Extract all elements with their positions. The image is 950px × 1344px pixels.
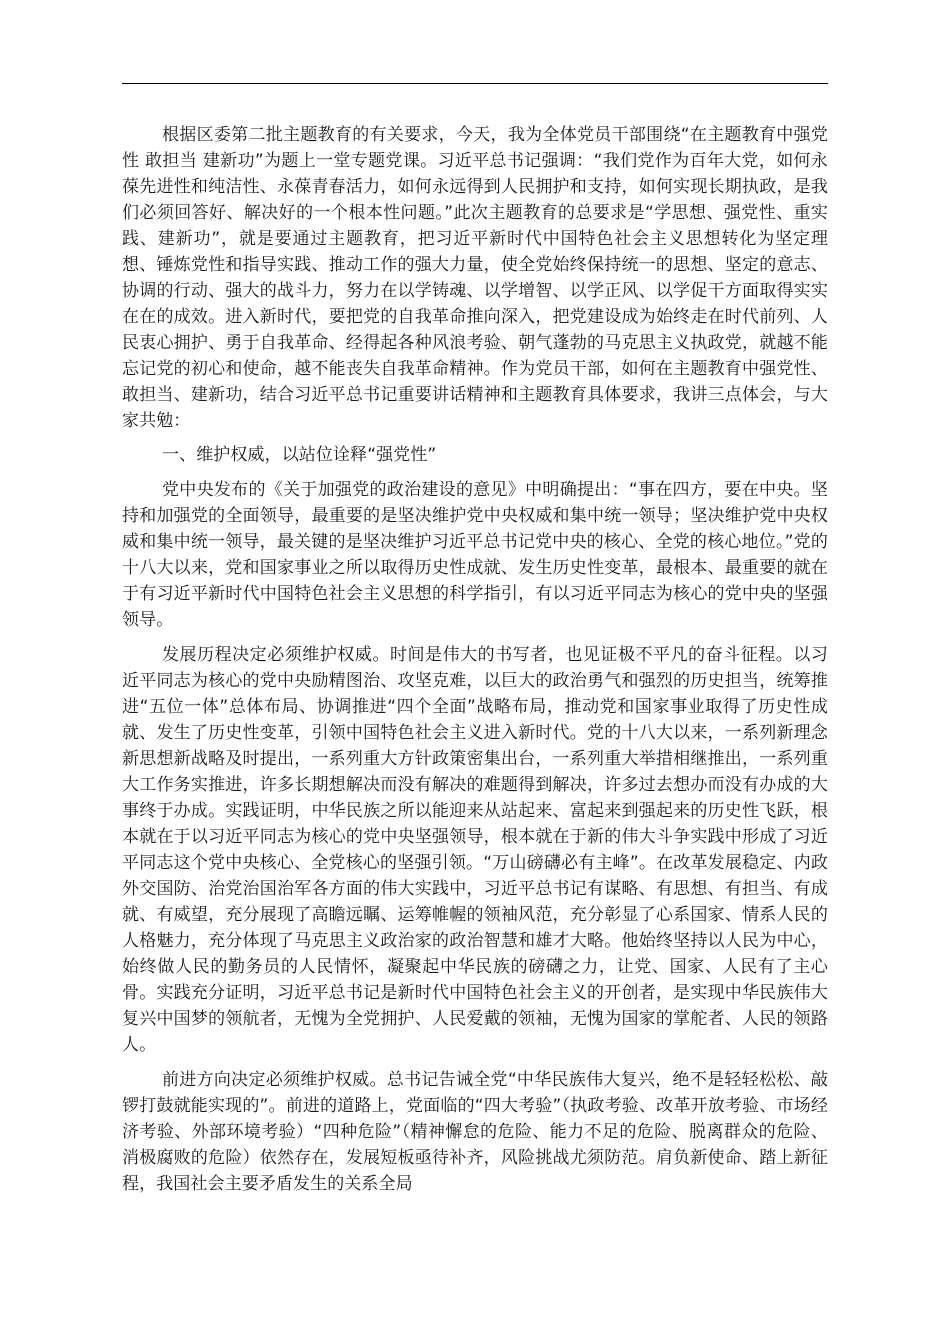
section-heading: 一、维护权威，以站位诠释“强党性” <box>162 445 437 465</box>
body-paragraph: 党中央发布的《关于加强党的政治建设的意见》中明确提出：“事在四方，要在中央。坚持和加强党的全面领导，最重要的是坚决维护党中央权威和集中统一领导；坚决维护党中央权威和集中统一领导，最关键的是坚决维护习近平总书记党中央的核心、全党的核心地位。”党的十八大以来，党和国家事业之所以取得历史性成就、发生历史性变革，最根本、最重要的就在于有习近平新时代中国特色社会主义思想的科学指引，有以习近平同志为核心的党中央的坚强领导。 <box>122 480 828 630</box>
intro-paragraph: 根据区委第二批主题教育的有关要求，今天，我为全体党员干部围绕“在主题教育中强党性 敢担当 建新功”为题上一堂专题党课。习近平总书记强调：“我们党作为百年大党，如何永葆先进性和纯洁性、永葆青春活力，如何永远得到人民拥护和支持，如何实现长期执政，是我们必须回答好、解决好的一个根本性问题。”此次主题教育的总要求是“学思想、强党性、重实践、建新功”，就是要通过主题教育，把习近平新时代中国特色社会主义思想转化为坚定理想、锤炼党性和指导实践、推动工作的强大力量，使全党始终保持统一的思想、坚定的意志、协调的行动、强大的战斗力，努力在以学铸魂、以学增智、以学正风、以学促干方面取得实实在在的成效。进入新时代，要把党的自我革命推向深入，把党建设成为始终走在时代前列、人民衷心拥护、勇于自我革命、经得起各种风浪考验、朝气蓬勃的马克思主义执政党，就越不能忘记党的初心和使命，越不能丧失自我革命精神。作为党员干部，如何在主题教育中强党性、敢担当、建新功，结合习近平总书记重要讲话精神和主题教育具体要求，我讲三点体会，与大家共勉： <box>122 125 828 431</box>
header-rule <box>122 83 828 84</box>
body-paragraph: 前进方向决定必须维护权威。总书记告诫全党“中华民族伟大复兴，绝不是轻轻松松、敲锣打鼓就能实现的”。前进的道路上，党面临的“四大考验”（执政考验、改革开放考验、市场经济考验、外部环境考验）“四种危险”（精神懈怠的危险、能力不足的危险、脱离群众的危险、消极腐败的危险）依然存在，发展短板亟待补齐，风险挑战尤须防范。肩负新使命、踏上新征程，我国社会主要矛盾发生的关系全局 <box>122 1070 828 1194</box>
document-body <box>122 122 828 1197</box>
body-paragraph: 发展历程决定必须维护权威。时间是伟大的书写者，也见证极不平凡的奋斗征程。以习近平同志为核心的党中央励精图治、攻坚克难，以巨大的政治勇气和强烈的历史担当，统筹推进“五位一体”总体布局、协调推进“四个全面”战略布局，推动党和国家事业取得了历史性成就、发生了历史性变革，引领中国特色社会主义进入新时代。党的十八大以来，一系列新理念新思想新战略及时提出，一系列重大方针政策密集出台，一系列重大举措相继推出，一系列重大工作务实推进，许多长期想解决而没有解决的难题得到解决，许多过去想办而没有办成的大事终于办成。实践证明，中华民族之所以能迎来从站起来、富起来到强起来的历史性飞跃，根本就在于以习近平同志为核心的党中央坚强领导，根本就在于新的伟大斗争实践中形成了习近平同志这个党中央核心、全党核心的坚强引领。“万山磅礴必有主峰”。在改革发展稳定、内政外交国防、治党治国治军各方面的伟大实践中，习近平总书记有谋略、有思想、有担当、有成就、有威望，充分展现了高瞻远瞩、运筹帷幄的领袖风范，充分彰显了心系国家、情系人民的人格魅力，充分体现了马克思主义政治家的政治智慧和雄才大略。他始终坚持以人民为中心，始终做人民的勤务员的人民情怀，凝聚起中华民族的磅礴之力，让党、国家、人民有了主心骨。实践充分证明，习近平总书记是新时代中国特色社会主义的开创者，是实现中华民族伟大复兴中国梦的领航者，无愧为全党拥护、人民爱戴的领袖，无愧为国家的掌舵者、人民的领路人。 <box>122 645 828 1055</box>
